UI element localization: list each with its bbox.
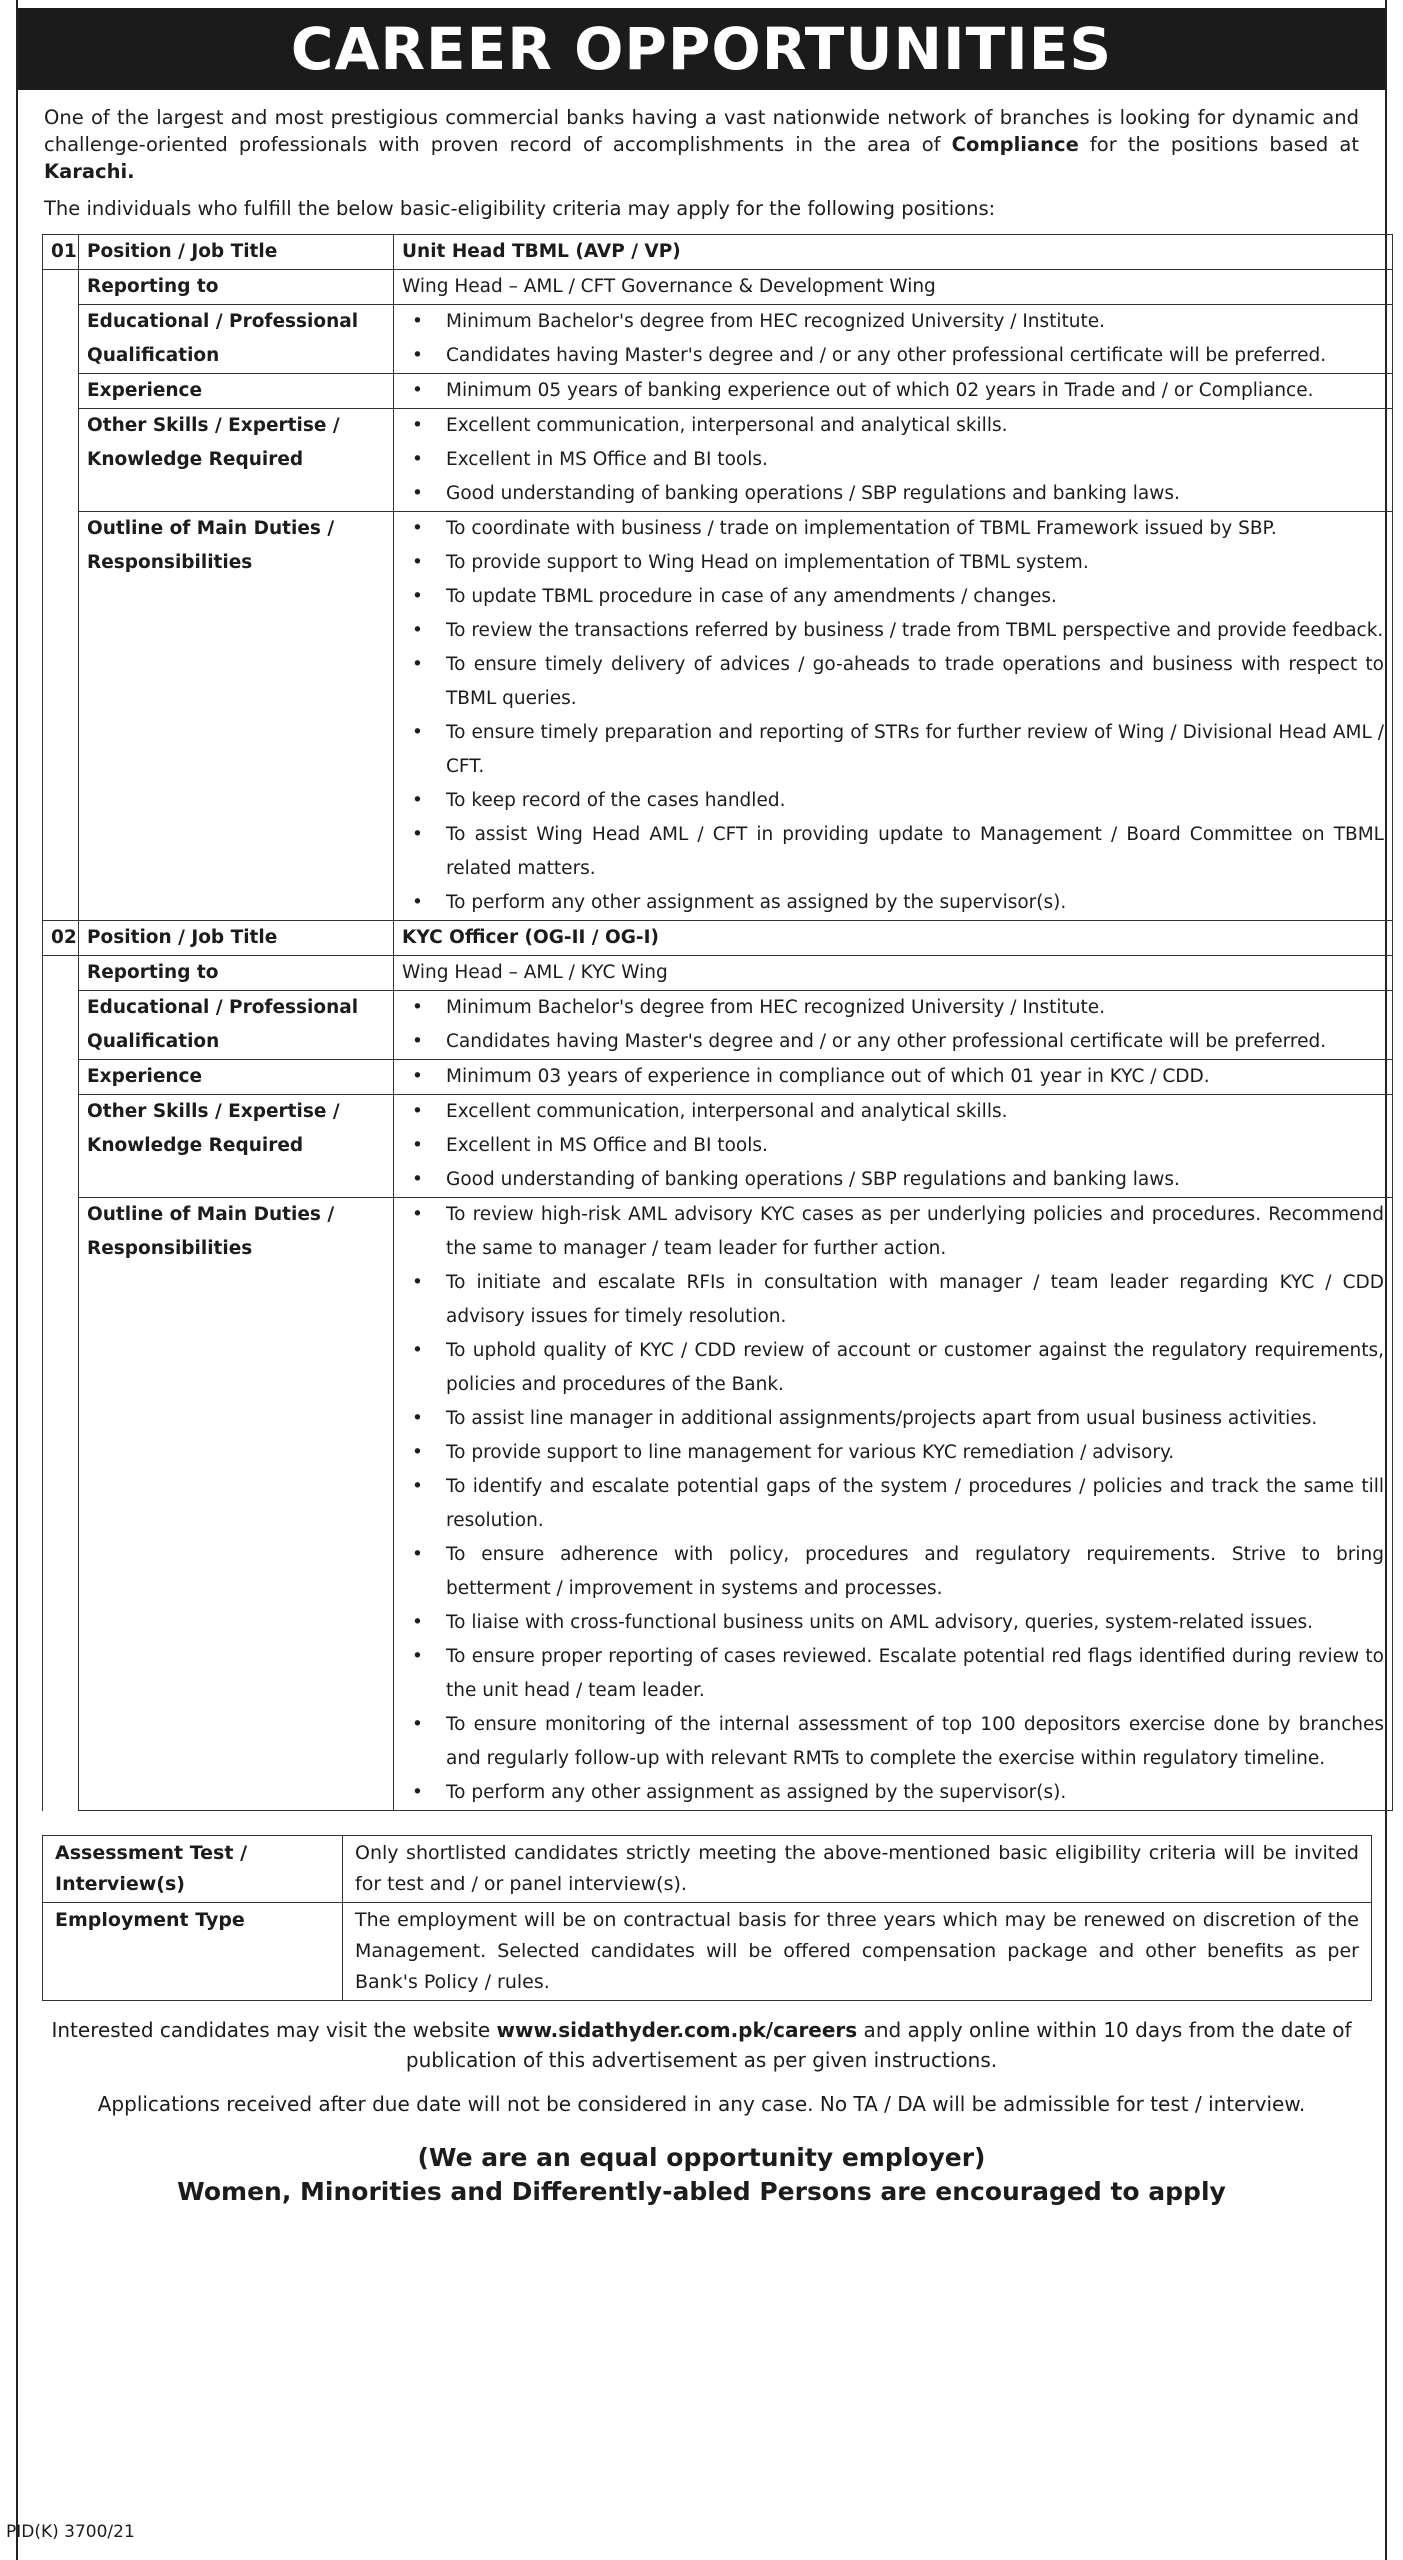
list-item: • To ensure timely preparation and reporting of STRs for further review of Wing / Divisional Head AML / CFT.: [402, 716, 1384, 784]
list-item: • Candidates having Master's degree and / or any other professional certificate will be preferred.: [402, 339, 1384, 373]
education-label: Educational / Professional Qualification: [79, 305, 394, 374]
detail-row-reporting: [43, 270, 1393, 305]
apply-text-2: and apply online within 10 days from the date of publication of this advertisement as per given instructions.: [405, 2018, 1352, 2072]
detail-row-reporting: [43, 956, 1393, 991]
detail-row-experience: [43, 374, 1393, 409]
terms-table: [42, 1835, 1372, 2001]
duties-list: [402, 1198, 1384, 1810]
pid-code: PID(K) 3700/21: [6, 2522, 135, 2542]
detail-row-experience: [43, 1060, 1393, 1095]
education-list: [402, 305, 1384, 373]
detail-row-duties: [43, 1198, 1393, 1811]
list-item: • To identify and escalate potential gaps of the system / procedures / policies and track the same till resolution.: [402, 1470, 1384, 1538]
position-row: [43, 235, 1393, 270]
number-spacer: [43, 956, 79, 991]
position-row: [43, 921, 1393, 956]
positions-table: [42, 234, 1393, 1811]
list-item: • To assist line manager in additional assignments/projects apart from usual business activities.: [402, 1402, 1384, 1436]
list-item: • Excellent in MS Office and BI tools.: [402, 443, 1384, 477]
skills-label: Other Skills / Expertise / Knowledge Required: [79, 409, 394, 512]
list-item: • Excellent communication, interpersonal and analytical skills.: [402, 1095, 1384, 1129]
intro-text-1: One of the largest and most prestigious commercial banks having a vast nationwide network of branches is looking for dynamic and challenge-oriented professionals with proven record of accomplishments in the area of: [44, 106, 1359, 156]
skills-list: [402, 409, 1384, 511]
detail-row-skills: [43, 409, 1393, 512]
detail-row-skills: [43, 1095, 1393, 1198]
duties-label: Outline of Main Duties / Responsibilities: [79, 512, 394, 921]
number-spacer: [43, 409, 79, 512]
number-spacer: [43, 991, 79, 1060]
list-item: • Excellent in MS Office and BI tools.: [402, 1129, 1384, 1163]
detail-row-duties: [43, 512, 1393, 921]
skills-list: [402, 1095, 1384, 1197]
number-spacer: [43, 305, 79, 374]
position-label: Position / Job Title: [79, 921, 394, 956]
list-item: • Good understanding of banking operations / SBP regulations and banking laws.: [402, 1163, 1384, 1197]
intro-text-2: for the positions based at: [1078, 133, 1359, 156]
education-label: Educational / Professional Qualification: [79, 991, 394, 1060]
list-item: • Candidates having Master's degree and / or any other professional certificate will be preferred.: [402, 1025, 1384, 1059]
list-item: • To update TBML procedure in case of any amendments / changes.: [402, 580, 1384, 614]
list-item: • To ensure proper reporting of cases reviewed. Escalate potential red flags identified during review to the unit head / team leader.: [402, 1640, 1384, 1708]
skills-value: [394, 1095, 1393, 1198]
list-item: • To initiate and escalate RFIs in consultation with manager / team leader regarding KYC / CDD advisory issues for timely resolution.: [402, 1266, 1384, 1334]
page-title: CAREER OPPORTUNITIES: [18, 8, 1385, 90]
education-list: [402, 991, 1384, 1059]
advertisement-page: [16, 0, 1387, 2560]
list-item: • To ensure monitoring of the internal assessment of top 100 depositors exercise done by branches and regularly follow-up with relevant RMTs to complete the exercise within regulatory timeline.: [402, 1708, 1384, 1776]
experience-value: [394, 1060, 1393, 1095]
encouragement-text: Women, Minorities and Differently-abled Persons are encouraged to apply: [177, 2177, 1226, 2206]
employment-row: [43, 1903, 1372, 2001]
number-spacer: [43, 270, 79, 305]
experience-list: [402, 374, 1384, 408]
careers-url[interactable]: www.sidathyder.com.pk/careers: [496, 2018, 858, 2042]
detail-row-education: [43, 991, 1393, 1060]
list-item: • Minimum 05 years of banking experience out of which 02 years in Trade and / or Compliance.: [402, 374, 1384, 408]
late-notice: Applications received after due date will not be considered in any case. No TA / DA will be admissible for test / interview.: [97, 2092, 1306, 2116]
equal-opportunity-text: (We are an equal opportunity employer): [417, 2143, 986, 2172]
assessment-row: [43, 1836, 1372, 1903]
duties-value: [394, 512, 1393, 921]
list-item: • To ensure timely delivery of advices / go-aheads to trade operations and business with respect to TBML queries.: [402, 648, 1384, 716]
criteria-text: The individuals who fulfill the below basic-eligibility criteria may apply for the following positions:: [44, 197, 996, 220]
position-title: Unit Head TBML (AVP / VP): [394, 235, 1393, 270]
position-number: 01: [43, 235, 79, 270]
reporting-value: Wing Head – AML / CFT Governance & Development Wing: [394, 270, 1393, 305]
list-item: • To assist Wing Head AML / CFT in providing update to Management / Board Committee on TBML related matters.: [402, 818, 1384, 886]
reporting-label: Reporting to: [79, 270, 394, 305]
number-spacer: [43, 512, 79, 921]
list-item: • To liaise with cross-functional business units on AML advisory, queries, system-related issues.: [402, 1606, 1384, 1640]
reporting-label: Reporting to: [79, 956, 394, 991]
position-label: Position / Job Title: [79, 235, 394, 270]
list-item: • To review high-risk AML advisory KYC cases as per underlying policies and procedures. Recommend the same to manager / team leader for further action.: [402, 1198, 1384, 1266]
list-item: • To coordinate with business / trade on implementation of TBML Framework issued by SBP.: [402, 512, 1384, 546]
education-value: [394, 991, 1393, 1060]
reporting-value: Wing Head – AML / KYC Wing: [394, 956, 1393, 991]
list-item: • Minimum Bachelor's degree from HEC recognized University / Institute.: [402, 305, 1384, 339]
position-title: KYC Officer (OG-II / OG-I): [394, 921, 1393, 956]
assessment-text: Only shortlisted candidates strictly meeting the above-mentioned basic eligibility criteria will be invited for test and / or panel interview(s).: [343, 1836, 1372, 1903]
list-item: • Minimum Bachelor's degree from HEC recognized University / Institute.: [402, 991, 1384, 1025]
list-item: • To perform any other assignment as assigned by the supervisor(s).: [402, 1776, 1384, 1810]
list-item: • To provide support to Wing Head on implementation of TBML system.: [402, 546, 1384, 580]
duties-list: [402, 512, 1384, 920]
list-item: • To perform any other assignment as assigned by the supervisor(s).: [402, 886, 1384, 920]
duties-label: Outline of Main Duties / Responsibilities: [79, 1198, 394, 1811]
assessment-label: Assessment Test / Interview(s): [43, 1836, 343, 1903]
experience-value: [394, 374, 1393, 409]
skills-label: Other Skills / Expertise / Knowledge Required: [79, 1095, 394, 1198]
employment-text: The employment will be on contractual basis for three years which may be renewed on discretion of the Management. Selected candidates will be offered compensation package and other benefits as per Bank's Policy / rules.: [343, 1903, 1372, 2001]
list-item: • To provide support to line management for various KYC remediation / advisory.: [402, 1436, 1384, 1470]
number-spacer: [43, 1095, 79, 1198]
list-item: • To ensure adherence with policy, procedures and regulatory requirements. Strive to bring betterment / improvement in systems and processes.: [402, 1538, 1384, 1606]
list-item: • Good understanding of banking operations / SBP regulations and banking laws.: [402, 477, 1384, 511]
intro-city: Karachi.: [44, 160, 135, 183]
list-item: • To uphold quality of KYC / CDD review of account or customer against the regulatory requirements, policies and procedures of the Bank.: [402, 1334, 1384, 1402]
experience-label: Experience: [79, 374, 394, 409]
duties-value: [394, 1198, 1393, 1811]
education-value: [394, 305, 1393, 374]
list-item: • Minimum 03 years of experience in compliance out of which 01 year in KYC / CDD.: [402, 1060, 1384, 1094]
list-item: • To keep record of the cases handled.: [402, 784, 1384, 818]
employment-label: Employment Type: [43, 1903, 343, 2001]
number-spacer: [43, 374, 79, 409]
number-spacer: [43, 1060, 79, 1095]
intro-area: Compliance: [951, 133, 1079, 156]
apply-instructions: [44, 2015, 1359, 2075]
number-spacer: [43, 1198, 79, 1811]
position-number: 02: [43, 921, 79, 956]
detail-row-education: [43, 305, 1393, 374]
experience-list: [402, 1060, 1384, 1094]
list-item: • To review the transactions referred by business / trade from TBML perspective and provide feedback.: [402, 614, 1384, 648]
list-item: • Excellent communication, interpersonal and analytical skills.: [402, 409, 1384, 443]
skills-value: [394, 409, 1393, 512]
experience-label: Experience: [79, 1060, 394, 1095]
apply-text-1: Interested candidates may visit the website: [51, 2018, 497, 2042]
intro-paragraph: [44, 104, 1359, 185]
